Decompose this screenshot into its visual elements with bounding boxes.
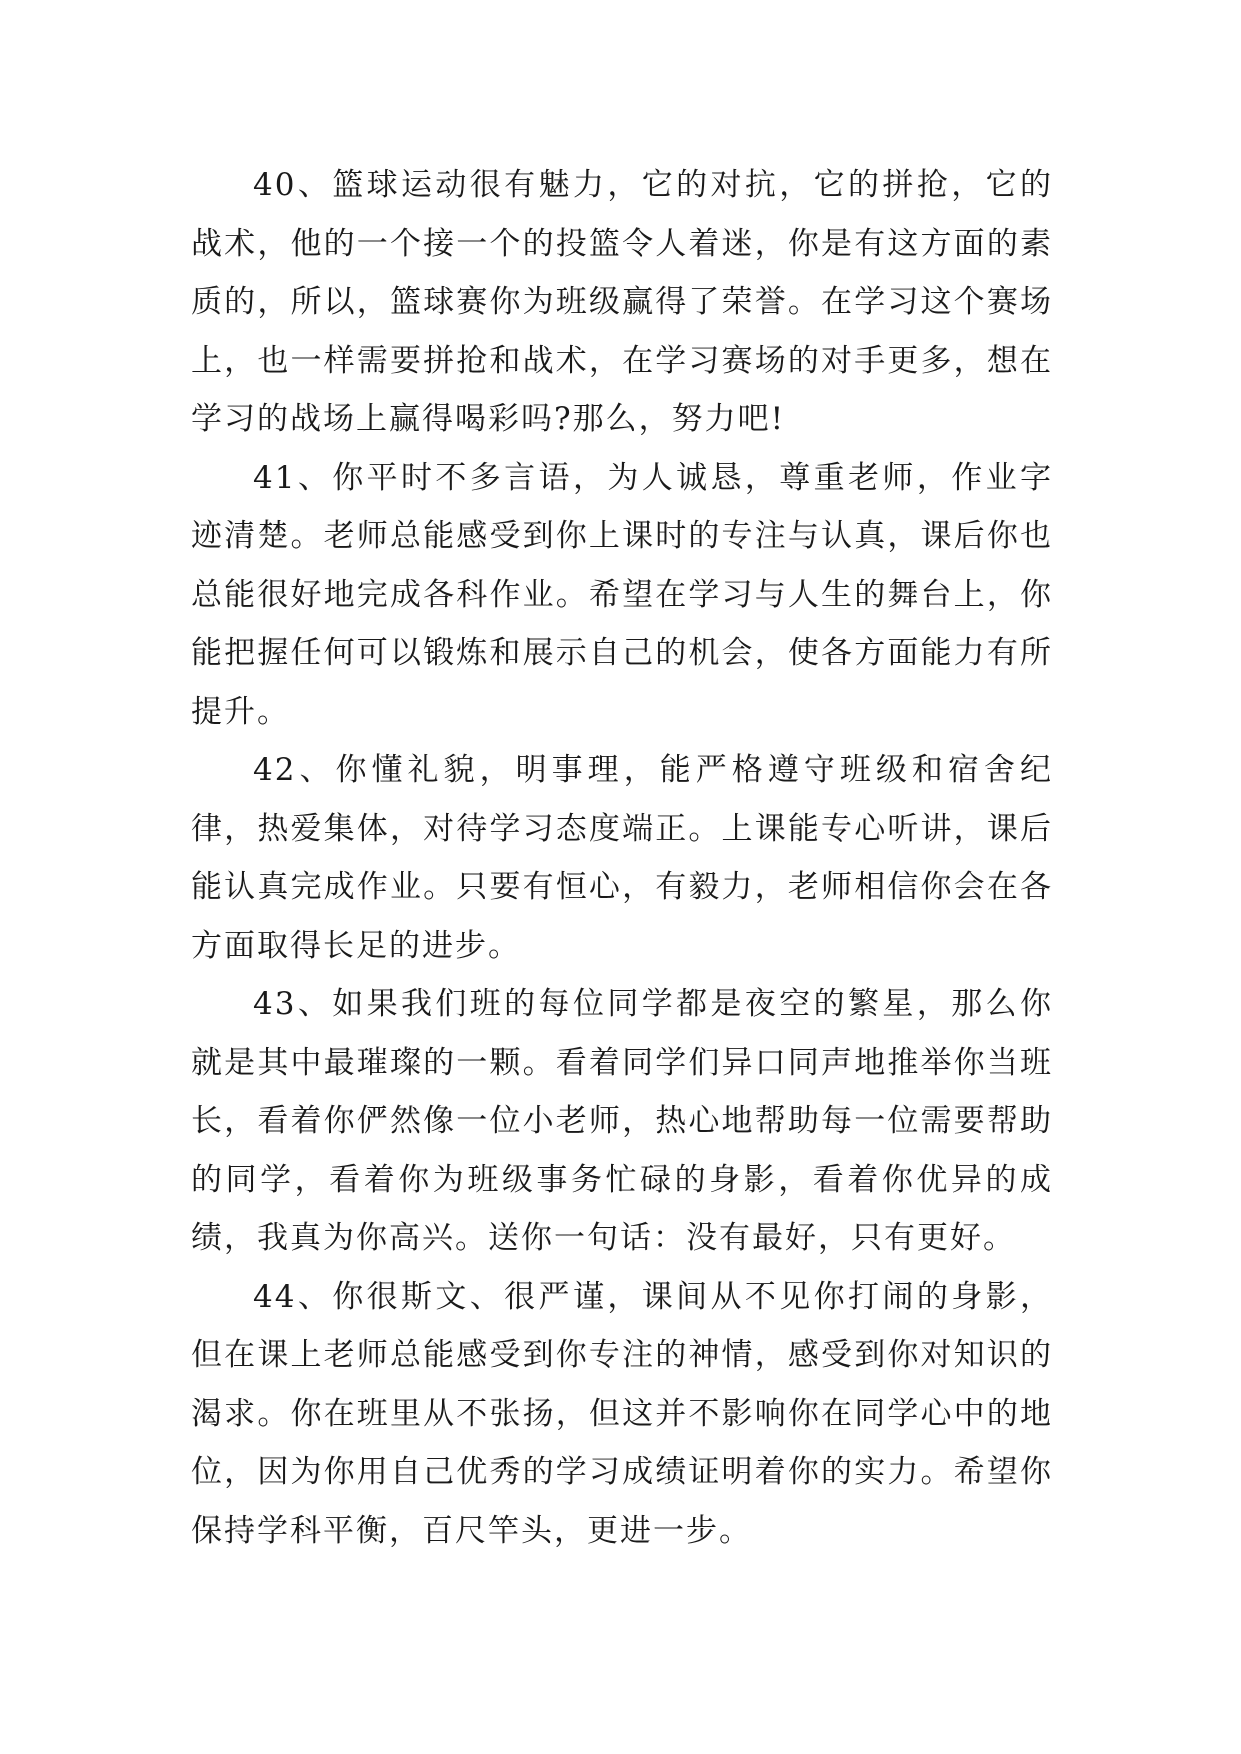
- paragraph-42: 42、你懂礼貌，明事理，能严格遵守班级和宿舍纪律，热爱集体，对待学习态度端正。上课能专心听讲，课后能认真完成作业。只要有恒心，有毅力，老师相信你会在各方面取得长足的进步。: [191, 752, 1053, 964]
- paragraph-40: 40、篮球运动很有魅力，它的对抗，它的拼抢，它的战术，他的一个接一个的投篮令人着迷，你是有这方面的素质的，所以，篮球赛你为班级赢得了荣誉。在学习这个赛场上，也一样需要拼抢和战术，在学习赛场的对手更多，想在学习的战场上赢得喝彩吗?那么，努力吧!: [191, 167, 1053, 437]
- paragraph-44: 44、你很斯文、很严谨，课间从不见你打闹的身影，但在课上老师总能感受到你专注的神情，感受到你对知识的渴求。你在班里从不张扬，但这并不影响你在同学心中的地位，因为你用自己优秀的学习成绩证明着你的实力。希望你保持学科平衡，百尺竿头，更进一步。: [191, 1278, 1053, 1549]
- paragraph-43: 43、如果我们班的每位同学都是夜空的繁星，那么你就是其中最璀璨的一颗。看着同学们异口同声地推举你当班长，看着你俨然像一位小老师，热心地帮助每一位需要帮助的同学，看着你为班级事务忙碌的身影，看着你优异的成绩，我真为你高兴。送你一句话：没有最好，只有更好。: [191, 986, 1053, 1256]
- document-body: [191, 156, 1053, 1560]
- paragraph-41: 41、你平时不多言语，为人诚恳，尊重老师，作业字迹清楚。老师总能感受到你上课时的专注与认真，课后你也总能很好地完成各科作业。希望在学习与人生的舞台上，你能把握任何可以锻炼和展示自己的机会，使各方面能力有所提升。: [191, 459, 1053, 730]
